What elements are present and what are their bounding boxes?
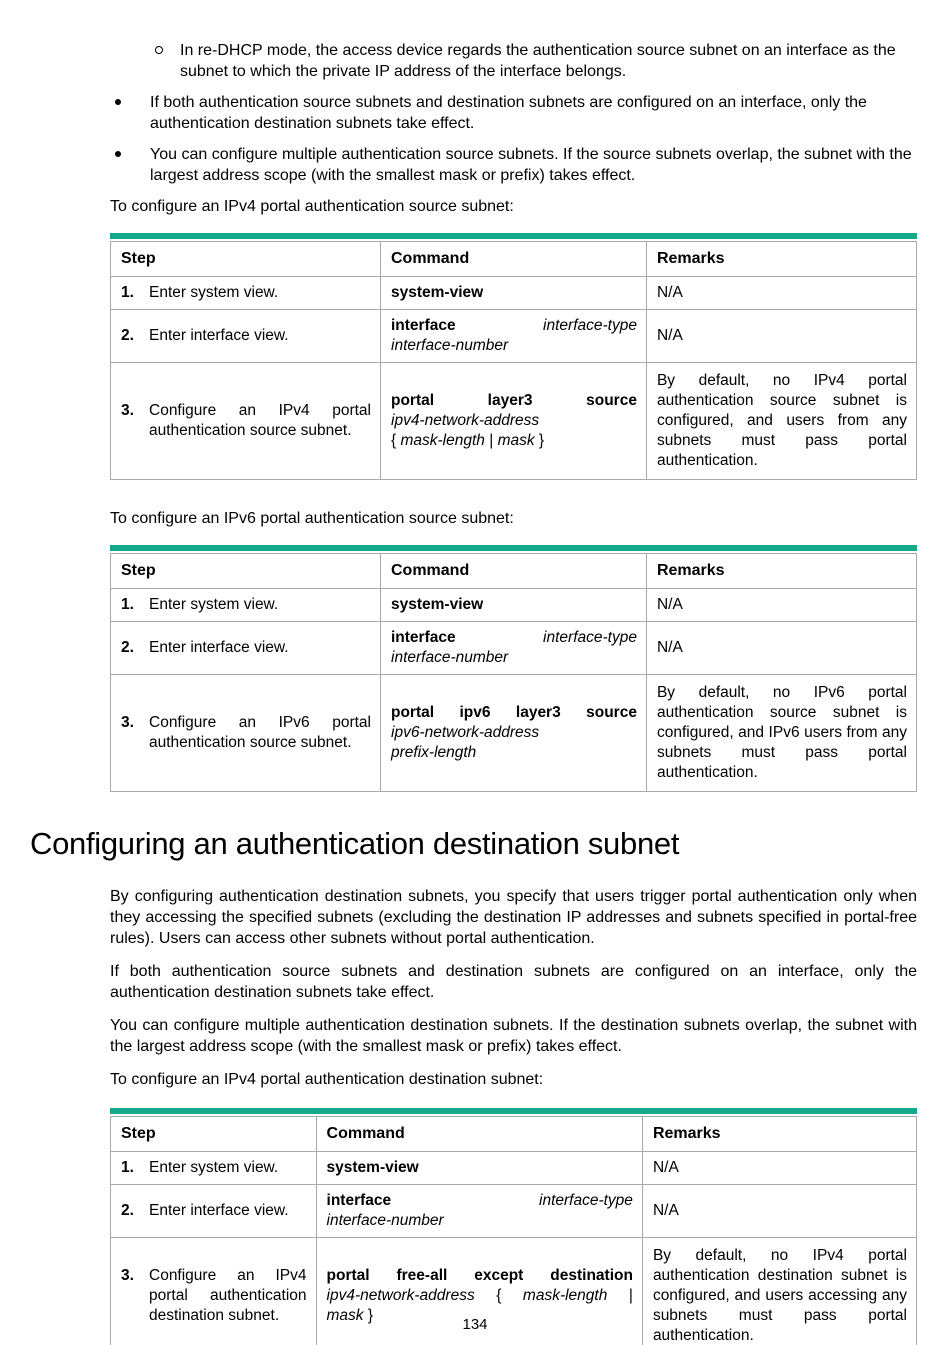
step-cell [111,1185,317,1238]
command-cell [381,363,647,480]
command-cell [381,589,647,622]
step-command-table [110,241,917,480]
table-header-row [111,554,917,589]
command-line [391,411,637,431]
bullet-list [110,40,917,186]
ipv4-destination-subnet-table [110,1108,917,1345]
remarks-cell: N/A [646,622,916,675]
step-cell [111,277,381,310]
page-number: 134 [462,1316,488,1333]
command-line [391,336,637,356]
command-line [391,648,637,668]
step-cell [111,363,381,480]
command-argument: interface-type [543,629,637,646]
command-keyword: system-view [326,1159,419,1176]
column-header: Remarks [646,554,916,589]
bullet-text: If both authentication source subnets and destination subnets are configured on an interface, only the authentication destination subnets take effect. [150,94,867,132]
column-header: Remarks [642,1117,916,1152]
ipv4-source-subnet-table [110,233,917,480]
command-keyword: ipv6 [459,704,491,721]
disc-bullet-icon [115,144,150,157]
command-keyword: interface [326,1192,392,1209]
command-line [327,1266,633,1286]
step-text: Configure an IPv6 portal authentication source subnet. [149,714,371,751]
table-row [111,622,917,675]
command-argument: mask [326,1307,364,1324]
command-line [391,316,637,336]
command-keyword: free-all [396,1267,448,1284]
remarks-cell: By default, no IPv4 portal authentication destination subnet is configured, and users accessing any subnets must pass portal authentication. [642,1238,916,1345]
page-title: Configuring an authentication destination subnet [30,826,680,861]
command-keyword: interface [391,317,456,334]
command-keyword: portal [326,1267,370,1284]
command-argument: mask-length [522,1287,608,1304]
command-line [327,1191,633,1211]
step-number: 1. [121,596,134,613]
column-header: Step [111,554,381,589]
step-cell [111,675,381,792]
step-number: 2. [121,639,134,656]
lead-in-ipv4-destination: To configure an IPv4 portal authentication destination subnet: [110,1071,544,1088]
command-keyword: interface [391,629,456,646]
command-keyword: layer3 [515,704,561,721]
step-number: 2. [121,327,134,344]
circle-bullet-icon [155,40,180,54]
command-cell [381,277,647,310]
step-number: 1. [121,284,134,301]
command-line [327,1158,633,1178]
list-item [110,92,917,134]
command-keyword: destination [550,1267,633,1284]
command-argument: interface-type [539,1192,633,1209]
remarks-cell: N/A [646,589,916,622]
command-cell [316,1152,642,1185]
step-command-table [110,553,917,792]
step-text: Enter interface view. [149,327,289,344]
table-row [111,1152,917,1185]
step-command-table [110,1116,917,1345]
step-cell [111,310,381,363]
list-item [110,40,917,82]
command-line [327,1286,633,1306]
step-text: Enter system view. [149,596,279,613]
command-text: } [534,432,545,449]
command-argument: ipv6-network-address [391,724,540,741]
body-paragraph: You can configure multiple authentication destination subnets. If the destination subnets overlap, the subnet with the largest address scope (with the smallest mask or prefix) takes effect. [110,1017,917,1055]
column-header: Command [316,1117,642,1152]
lead-in-ipv4-source: To configure an IPv4 portal authentication source subnet: [110,198,514,215]
step-wrap [121,1158,307,1178]
command-line [391,595,637,615]
step-number: 2. [121,1202,134,1219]
command-text: } [363,1307,374,1324]
table-row [111,277,917,310]
table-row [111,310,917,363]
command-keyword: layer3 [487,392,533,409]
step-number: 1. [121,1159,134,1176]
command-argument: mask [497,432,535,449]
command-line [391,703,637,723]
step-text: Configure an IPv4 portal authentication source subnet. [149,402,371,439]
command-argument: ipv4-network-address [326,1287,475,1304]
table-row [111,589,917,622]
command-argument: interface-number [391,649,509,666]
remarks-cell: By default, no IPv4 portal authentication source subnet is configured, and users from any subnets must pass portal authentication. [646,363,916,480]
command-text: { [391,432,401,449]
command-keyword: system-view [391,284,484,301]
page-content [30,0,917,1345]
command-text: | [484,432,498,449]
list-item [110,144,917,186]
command-text: { [496,1287,502,1304]
table-row [111,363,917,480]
body-paragraph: If both authentication source subnets and destination subnets are configured on an interface, only the authentication destination subnets take effect. [110,963,917,1001]
command-argument: mask-length [400,432,485,449]
command-argument: prefix-length [391,744,477,761]
bullet-text: In re-DHCP mode, the access device regards the authentication source subnet on an interface as the subnet to which the private IP address of the interface belongs. [180,42,896,80]
command-line [327,1211,633,1231]
column-header: Step [111,242,381,277]
step-text: Enter system view. [149,1159,279,1176]
command-line [391,723,637,743]
command-line [391,283,637,303]
command-keyword: source [586,392,637,409]
command-argument: interface-number [326,1212,444,1229]
step-number: 3. [121,714,134,731]
command-line [391,431,637,451]
step-cell [111,589,381,622]
command-cell [381,310,647,363]
command-cell [316,1185,642,1238]
table-header-row [111,242,917,277]
column-header: Step [111,1117,317,1152]
command-line [391,391,637,411]
step-number: 3. [121,402,134,419]
column-header: Command [381,554,647,589]
table-row [111,1185,917,1238]
step-wrap [121,713,371,753]
step-wrap [121,1201,307,1221]
body-paragraph: By configuring authentication destination subnets, you specify that users trigger portal authentication only when they accessing the specified subnets (excluding the destination IP addresses and subnets specified in portal-free rules). Users can access other subnets without portal authentication. [110,888,917,947]
step-wrap [121,326,371,346]
table-row [111,675,917,792]
command-keyword: portal [391,704,435,721]
step-text: Configure an IPv4 portal authentication destination subnet. [149,1267,307,1324]
remarks-cell: N/A [646,277,916,310]
disc-bullet-icon [115,92,150,105]
command-keyword: portal [391,392,435,409]
remarks-cell: N/A [642,1152,916,1185]
step-cell [111,622,381,675]
step-cell [111,1152,317,1185]
table-header-row [111,1117,917,1152]
remarks-cell: N/A [642,1185,916,1238]
command-argument: ipv4-network-address [391,412,540,429]
command-text: | [628,1287,633,1304]
column-header: Remarks [646,242,916,277]
step-text: Enter interface view. [149,1202,289,1219]
command-keyword: except [474,1267,524,1284]
command-keyword: system-view [391,596,484,613]
command-line [391,743,637,763]
column-header: Command [381,242,647,277]
lead-in-ipv6-source: To configure an IPv6 portal authentication source subnet: [110,510,514,527]
command-cell [381,622,647,675]
remarks-cell: N/A [646,310,916,363]
command-argument: interface-type [543,317,637,334]
step-text: Enter system view. [149,284,279,301]
step-wrap [121,401,371,441]
bullet-text: You can configure multiple authentication source subnets. If the source subnets overlap, the subnet with the largest address scope (with the smallest mask or prefix) takes effect. [150,146,912,184]
step-number: 3. [121,1267,134,1284]
command-argument: interface-number [391,337,509,354]
step-wrap [121,595,371,615]
step-wrap [121,283,371,303]
command-line [391,628,637,648]
remarks-cell: By default, no IPv6 portal authentication source subnet is configured, and IPv6 users from any subnets must pass portal authentication. [646,675,916,792]
step-text: Enter interface view. [149,639,289,656]
command-keyword: source [586,704,637,721]
step-wrap [121,638,371,658]
command-cell [381,675,647,792]
ipv6-source-subnet-table [110,545,917,792]
